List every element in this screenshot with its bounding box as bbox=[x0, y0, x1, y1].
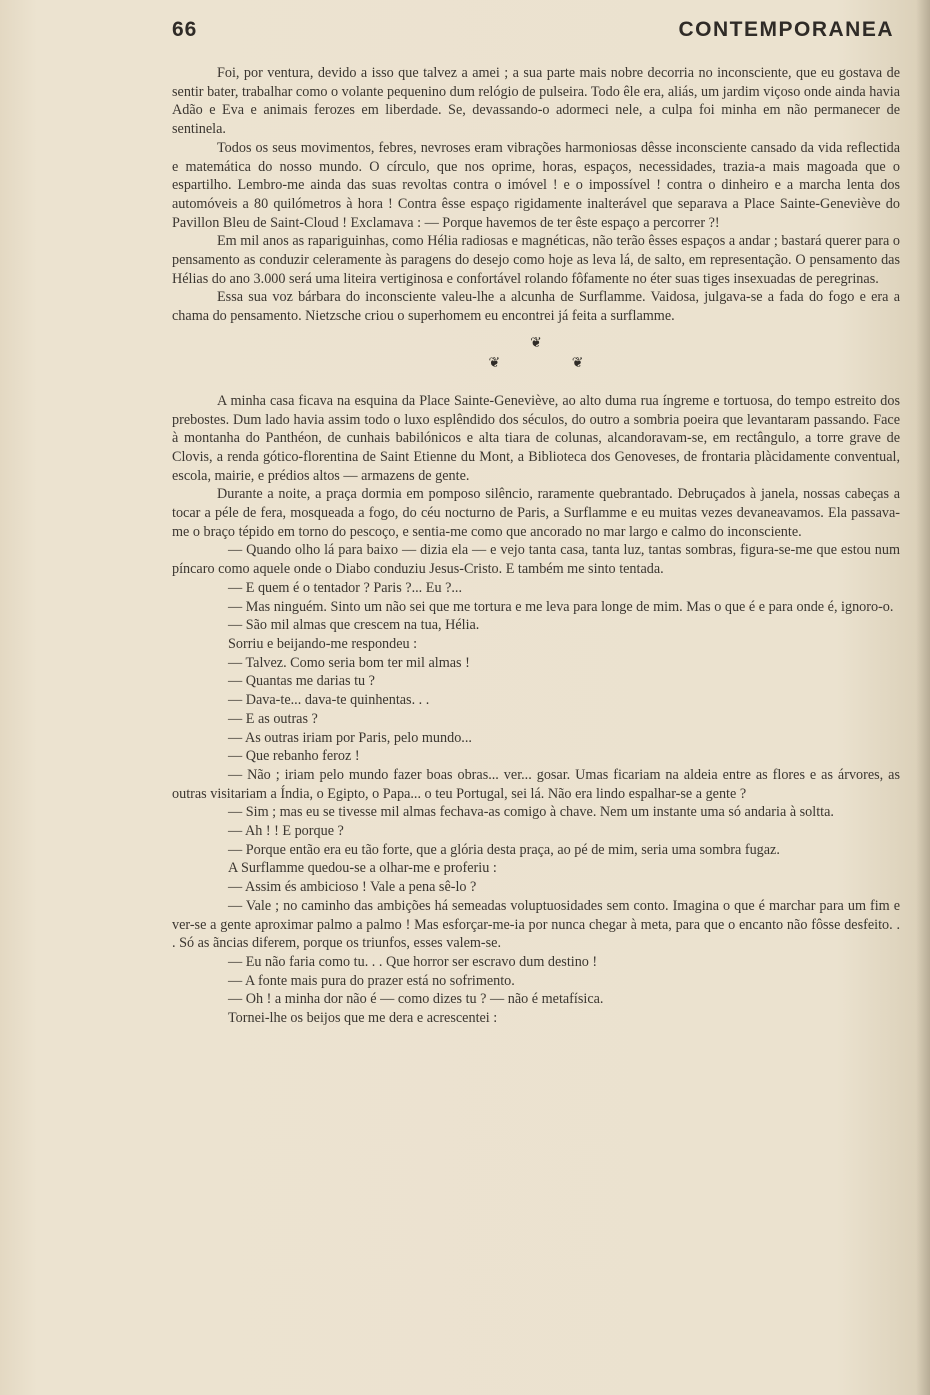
running-title: CONTEMPORANEA bbox=[678, 18, 894, 41]
dialogue-line: Sorriu e beijando-me respondeu : bbox=[228, 635, 418, 652]
dialogue-line: — Quando olho lá para baixo — dizia ela — e vejo tanta casa, tanta luz, tantas sombras, figura-se-me que estou num píncaro como aquele onde o Diabo conduziu Jesus-Cristo. E também me sinto tentada. bbox=[172, 542, 900, 578]
paragraph: Todos os seus movimentos, febres, nevroses eram vibrações harmoniosas dêsse inconsciente cansado da vida reflectida e matemática do nosso mundo. O círculo, que nos oprime, horas, espaços, necessidades, trazia-a mais magoada que o espartilho. Lembro-me ainda das suas revoltas contra o imóvel ! e o impossível ! contra o dinheiro e a marcha lenta dos automóveis a 80 quilómetros à hora ! Contra êsse espaço rigidamente inalterável que separava a Place Sainte-Geneviève do Pavillon Bleu de Saint-Cloud ! Exclamava : — Porque havemos de ter êste espaço a percorrer ?! bbox=[172, 139, 900, 231]
paragraph: A minha casa ficava na esquina da Place Sainte-Geneviève, ao alto duma rua íngreme e tortuosa, do tempo estreito dos prebostes. Dum lado havia assim todo o luxo esplêndido dos séculos, do outro a sombria poeira que levantaram passando. Face à montanha do Panthéon, de cunhais babilónicos e alta tiara de colunas, alcandoravam-se, em rectângulo, a torre grave de Clovis, a renda gótico-florentina de Saint Etienne du Mont, a Biblioteca dos Genoveses, de frontaria plàcidamente conventual, escola, mairie, e prédios altos — armazens de gente. bbox=[172, 392, 900, 484]
dialogue-line: — E quem é o tentador ? Paris ?... Eu ?... bbox=[228, 579, 463, 596]
dialogue-line: — E as outras ? bbox=[228, 710, 318, 727]
dialogue-line: — Assim és ambicioso ! Vale a pena sê-lo ? bbox=[228, 879, 477, 896]
dialogue-line: — Oh ! a minha dor não é — como dizes tu ? — não é metafísica. bbox=[228, 991, 604, 1008]
text-body bbox=[172, 64, 900, 1028]
dialogue-line: — Não ; iriam pelo mundo fazer boas obras... ver... gosar. Umas ficariam na aldeia entre as flores e as árvores, as outras visitariam a Índia, o Egipto, o Papa... o teu Portugal, sei lá. Não era lindo espalhar-se a gente ? bbox=[172, 766, 900, 802]
ornament-bottom: ❦ ❦ bbox=[488, 355, 618, 371]
dialogue-line: — Talvez. Como seria bom ter mil almas ! bbox=[228, 654, 470, 671]
dialogue-line: — Eu não faria como tu. . . Que horror ser escravo dum destino ! bbox=[228, 953, 598, 970]
page-number: 66 bbox=[172, 18, 198, 41]
dialogue-line: — São mil almas que crescem na tua, Hélia. bbox=[228, 617, 480, 634]
dialogue-line: — Ah ! ! E porque ? bbox=[228, 823, 344, 840]
page-edge-shadow bbox=[916, 0, 930, 1395]
dialogue-line: — Sim ; mas eu se tivesse mil almas fechava-as comigo à chave. Nem um instante uma só andaria à soltta. bbox=[228, 804, 834, 821]
dialogue-line: A Surflamme quedou-se a olhar-me e proferiu : bbox=[228, 860, 497, 877]
paragraph: Essa sua voz bárbara do inconsciente valeu-lhe a alcunha de Surflamme. Vaidosa, julgava-se a fada do fogo e era a chama do pensamento. Nietzsche criou o superhomem eu encontrei já feita a surflamme. bbox=[172, 289, 900, 325]
dialogue-line: — Vale ; no caminho das ambições há semeadas voluptuosidades sem conto. Imagina o que é marchar para um fim e ver-se a gente aproximar palmo a palmo ! Mas esforçar-me-ia por nunca chegar à meta, para que o encanto não fôsse desfeito. . . Só as ãncias diferem, porque os triunfos, esses valem-se. bbox=[172, 897, 900, 952]
dialogue-line: — Mas ninguém. Sinto um não sei que me tortura e me leva para longe de mim. Mas o que é e para onde é, ignoro-o. bbox=[228, 598, 894, 615]
dialogue-line: — Que rebanho feroz ! bbox=[228, 748, 360, 765]
dialogue-line: — A fonte mais pura do prazer está no sofrimento. bbox=[228, 972, 515, 989]
dialogue-line: — Dava-te... dava-te quinhentas. . . bbox=[228, 692, 430, 709]
dialogue-line: — As outras iriam por Paris, pelo mundo... bbox=[228, 729, 472, 746]
ornament-top: ❦ bbox=[530, 335, 542, 351]
dialogue-line: — Quantas me darias tu ? bbox=[228, 673, 375, 690]
page-header bbox=[172, 18, 894, 52]
paragraph: Durante a noite, a praça dormia em pomposo silêncio, raramente quebrantado. Debruçados à janela, nossas cabeças a tocar a péle de fera, mosqueada a fogo, do céu nocturno de Paris, a Surflamme e eu muitas vezes devaneavamos. Ela passava-me o braço tépido em torno do pescoço, e sentia-me como que ancorado no mar largo e calmo do inconsciente. bbox=[172, 486, 900, 540]
dialogue-line: Tornei-lhe os beijos que me dera e acrescentei : bbox=[228, 1010, 498, 1027]
paragraph: Em mil anos as rapariguinhas, como Hélia radiosas e magnéticas, não terão êsses espaços a andar ; bastará querer para o pensamento as conduzir celeramente às paragens do desejo como hoje as leva lá, de salto, em representação. O pensamento das Hélias do ano 3.000 será uma liteira vertiginosa e confortável rolando fôfamente no éter suas tiges insexuadas de peregrinas. bbox=[172, 233, 900, 287]
dialogue-line: — Porque então era eu tão forte, que a glória desta praça, ao pé de mim, seria uma sombra fugaz. bbox=[228, 841, 780, 858]
paragraph: Foi, por ventura, devido a isso que talvez a amei ; a sua parte mais nobre decorria no inconsciente, que eu gostava de sentir bater, trabalhar como o volante pequenino dum relógio de pulseira. Todo êle era, aliás, um jardim viçoso onde ainda havia Adão e Eva e animais ferozes em liberdade. Se, devassando-o adormeci nele, a culpa foi minha em não permanecer de sentinela. bbox=[172, 65, 900, 138]
